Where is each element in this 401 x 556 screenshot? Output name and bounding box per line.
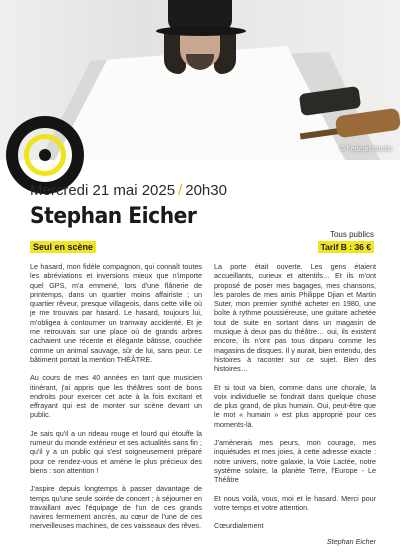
closing: Cœurdialement bbox=[214, 521, 264, 531]
event-datetime bbox=[30, 182, 227, 199]
signature: Stephan Eicher bbox=[326, 537, 376, 547]
paragraph: La porte était ouverte. Les gens étaient accueillants, curieux et attentifs… Et ils m'ont proposé de poser mes bagages, mes chansons, les paroles de mes amis Philippe Djian et Martin Suter, mon premier synthé acheter en 1980, une boîte à rythme poussiéreuse, une guitare achetée tout de suite en sortant dans un magasin de musique à deux pas du théâtre… oui, ils existent encore, ils n'ont pas tous disparu comme les magasins de disques. Il y aurait, bien entendu, des histoires à raconter sur ce sujet. Bien des histoires… bbox=[214, 262, 376, 374]
genre-tag: Seul en scène bbox=[30, 241, 96, 253]
text-column-right bbox=[214, 262, 376, 556]
paragraph: Et si tout va bien, comme dans une chorale, la voix individuelle se fondrait dans quelque chose de plus grand, de plus humain. Oui, peut-être que le mot « humain » est plus approprié pour ces moments-là. bbox=[214, 382, 376, 429]
paragraph: Je sais qu'il a un rideau rouge et lourd qui étouffe la rumeur du monde extérieur et ses actualités sans fin ; qu'il y a un public qui s'est soigneusement préparé pour ce rendez-vous et amène le plus précieux des biens : son attention ! bbox=[30, 428, 202, 475]
price-badge: Tarif B : 36 € bbox=[318, 241, 374, 253]
photo-credit: © Federal Studio bbox=[339, 146, 392, 153]
date-separator: / bbox=[178, 182, 183, 199]
event-time: 20h30 bbox=[185, 182, 227, 199]
paragraph: Au cours de mes 40 années en tant que musicien itinérant, j'ai appris que les théâtres sont de bons endroits pour exercer cet acte à la fois excitant et effrayant qui est de monter sur scène devant un public. bbox=[30, 373, 202, 420]
artist-name: Stephan Eicher bbox=[30, 204, 197, 229]
target-ring-center bbox=[39, 149, 51, 161]
paragraph: Le hasard, mon fidèle compagnon, qui connaît toutes les abréviations et inversions mieux que n'importe quel GPS, m'a emmené, lors d'une flânerie de printemps, dans un quartier moins affairiste ; un quartier rêveur, presque villageois, dans cette ville où je me trouvais par hasard. Le hasard, toujours lui, m'obligea à contourner un tramway accidenté. Et je me retrouvais sur une place où de grands arbres cachaient une récente et élégante bâtisse, couchée comme un animal sauvage, sûr de lui, sans peur. Le bâtiment portait la mention THÉÂTRE. bbox=[30, 262, 202, 364]
audience-label: Tous publics bbox=[329, 230, 374, 239]
paragraph: Et nous voilà, vous, moi et le hasard. Merci pour votre temps et votre attention. bbox=[214, 493, 376, 512]
text-column-left bbox=[30, 262, 202, 540]
artist-hat-brim bbox=[156, 26, 246, 36]
paragraph: J'amènerais mes peurs, mon courage, mes inquiétudes et mes joies, à cette adresse exacte : notre univers, notre galaxie, la Voie Lactée, notre système solaire, la planète Terre, l'Europe - Le Théâtre bbox=[214, 438, 376, 485]
event-date: Mercredi 21 mai 2025 bbox=[30, 182, 176, 199]
paragraph: J'aspire depuis longtemps à passer davantage de temps qu'une seule soirée de concert ; à séjourner en travaillant avec l'équipage de l'un de ces grands navires fermement ancrés, au cœur de l'une de ces merveilleuses machines, de ces vaisseaux des rêves. bbox=[30, 484, 202, 531]
